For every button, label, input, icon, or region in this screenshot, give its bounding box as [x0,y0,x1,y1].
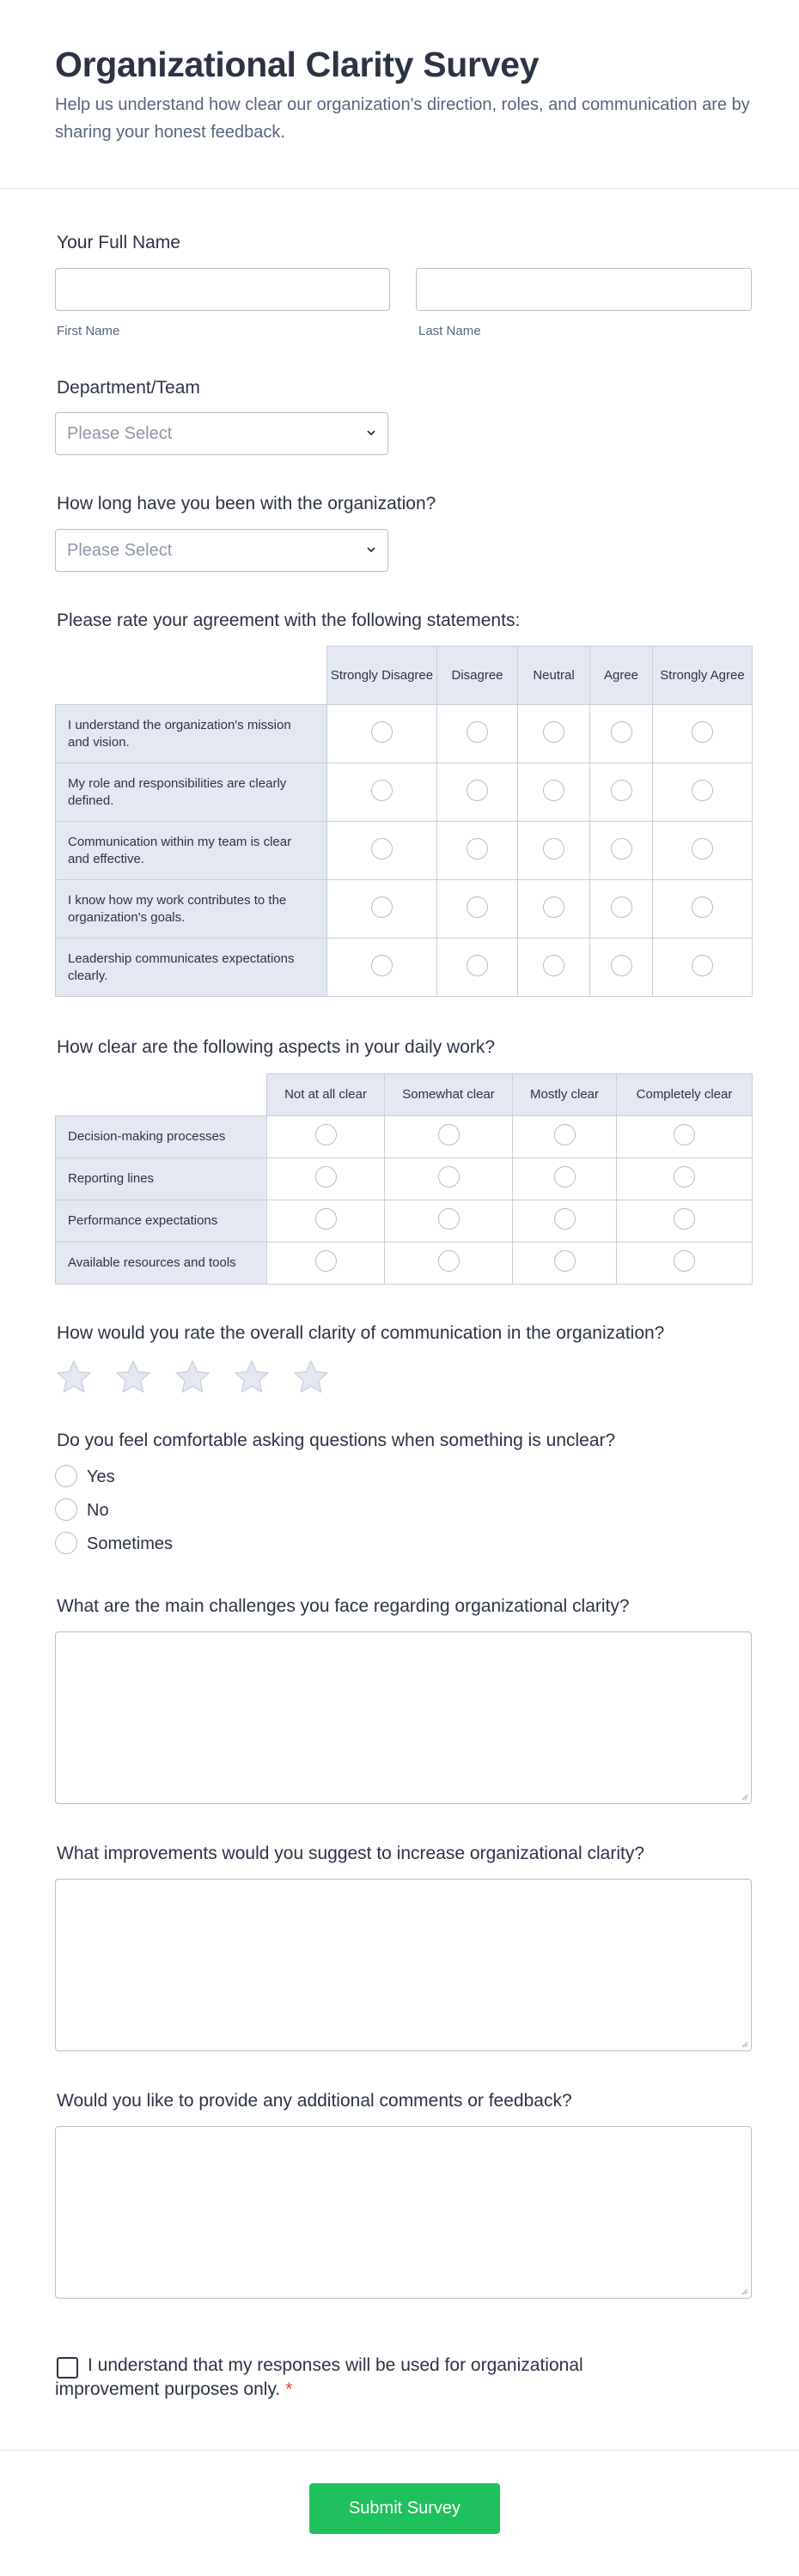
matrix-radio[interactable] [554,1250,576,1272]
agreement-row-label: I know how my work contributes to the organization's goals. [56,880,327,939]
clarity-row-label: Reporting lines [56,1158,267,1200]
improvements-label: What improvements would you suggest to increase organizational clarity? [57,1844,645,1863]
clarity-col-header: Not at all clear [267,1074,385,1116]
resize-grip-icon[interactable] [740,2287,748,2295]
department-placeholder: Please Select [67,424,173,443]
matrix-radio[interactable] [543,721,564,743]
matrix-radio[interactable] [611,780,632,801]
matrix-radio[interactable] [611,955,632,976]
last-name-sublabel: Last Name [418,324,481,338]
star-icon[interactable] [55,1358,93,1396]
resize-grip-icon[interactable] [740,2039,748,2048]
improvements-textarea[interactable] [55,1879,752,2051]
consent-text: I understand that my responses will be used for organizational improvement purposes only. [55,2355,583,2399]
matrix-corner [56,1074,267,1116]
required-mark: * [285,2379,293,2399]
agreement-row-label: I understand the organization's mission and vision. [56,705,327,763]
department-select[interactable] [55,412,388,455]
challenges-textarea[interactable] [55,1631,752,1804]
clarity-row-label: Performance expectations [56,1200,267,1242]
radio-label: Yes [87,1467,115,1486]
star-icon[interactable] [114,1358,152,1396]
radio-label: No [87,1501,109,1520]
tenure-select[interactable] [55,529,388,572]
matrix-radio[interactable] [467,896,488,918]
matrix-radio[interactable] [554,1208,576,1230]
footer-divider [0,2450,799,2451]
department-label: Department/Team [57,378,200,398]
matrix-radio[interactable] [315,1124,337,1145]
star-icon[interactable] [233,1358,271,1396]
agreement-col-header: Agree [590,647,653,705]
agreement-row [56,705,753,763]
star-icon[interactable] [174,1358,211,1396]
clarity-row [56,1200,753,1242]
matrix-radio[interactable] [692,721,713,743]
matrix-radio[interactable] [467,721,488,743]
first-name-sublabel: First Name [57,324,120,338]
matrix-radio[interactable] [543,838,564,860]
agreement-col-header: Strongly Disagree [327,647,437,705]
agreement-row-label: My role and responsibilities are clearly defined. [56,763,327,822]
matrix-corner [56,647,327,705]
matrix-radio[interactable] [467,838,488,860]
matrix-radio[interactable] [438,1208,460,1230]
matrix-radio[interactable] [543,780,564,801]
submit-button[interactable]: Submit Survey [309,2483,500,2534]
page-title: Organizational Clarity Survey [55,45,540,84]
star-icon[interactable] [292,1358,330,1396]
radio-label: Sometimes [87,1534,174,1553]
comfort-label: Do you feel comfortable asking questions when something is unclear? [57,1431,616,1450]
matrix-radio[interactable] [543,955,564,976]
matrix-radio[interactable] [674,1208,695,1230]
agreement-matrix [55,646,753,997]
radio-button[interactable] [55,1465,77,1487]
matrix-radio[interactable] [611,896,632,918]
rating-label: How would you rate the overall clarity of communication in the organization? [57,1323,665,1343]
comments-label: Would you like to provide any additional comments or feedback? [57,2091,572,2111]
matrix-radio[interactable] [315,1208,337,1230]
clarity-label: How clear are the following aspects in your daily work? [57,1037,496,1057]
matrix-radio[interactable] [438,1166,460,1188]
consent-checkbox[interactable] [57,2357,78,2379]
matrix-radio[interactable] [467,955,488,976]
agreement-row-label: Communication within my team is clear and effective. [56,822,327,880]
comments-textarea[interactable] [55,2126,752,2299]
consent-label [55,2354,656,2402]
radio-button[interactable] [55,1498,77,1521]
last-name-input[interactable] [416,268,752,311]
full-name-label: Your Full Name [57,233,180,252]
matrix-radio[interactable] [674,1166,695,1188]
matrix-radio[interactable] [554,1124,576,1145]
page-subtitle: Help us understand how clear our organization's direction, roles, and communication are by sharing your honest feedback. [55,95,750,142]
chevron-down-icon [365,427,377,439]
agreement-row-label: Leadership communicates expectations clearly. [56,939,327,997]
matrix-radio[interactable] [371,721,393,743]
agreement-label: Please rate your agreement with the following statements: [57,611,521,630]
matrix-radio[interactable] [315,1166,337,1188]
agreement-col-header: Disagree [437,647,518,705]
matrix-radio[interactable] [371,955,393,976]
resize-grip-icon[interactable] [740,1792,748,1801]
matrix-radio[interactable] [611,838,632,860]
first-name-input[interactable] [55,268,390,311]
matrix-radio[interactable] [371,780,393,801]
matrix-radio[interactable] [438,1124,460,1145]
clarity-col-header: Somewhat clear [385,1074,513,1116]
agreement-row [56,880,753,939]
matrix-radio[interactable] [371,838,393,860]
agreement-row [56,763,753,822]
matrix-radio[interactable] [467,780,488,801]
challenges-label: What are the main challenges you face regarding organizational clarity? [57,1596,630,1616]
clarity-row-label: Available resources and tools [56,1242,267,1285]
matrix-radio[interactable] [692,780,713,801]
clarity-row [56,1116,753,1158]
matrix-radio[interactable] [371,896,393,918]
tenure-label: How long have you been with the organization? [57,494,436,513]
clarity-col-header: Completely clear [617,1074,753,1116]
chevron-down-icon [365,544,377,556]
form-header [0,0,799,189]
matrix-radio[interactable] [554,1166,576,1188]
agreement-col-header: Strongly Agree [653,647,753,705]
radio-button[interactable] [55,1532,77,1554]
matrix-radio[interactable] [692,838,713,860]
matrix-radio[interactable] [674,1124,695,1145]
matrix-radio[interactable] [674,1250,695,1272]
clarity-row-label: Decision-making processes [56,1116,267,1158]
clarity-col-header: Mostly clear [513,1074,617,1116]
matrix-radio[interactable] [692,896,713,918]
agreement-row [56,939,753,997]
agreement-col-header: Neutral [518,647,590,705]
matrix-radio[interactable] [692,955,713,976]
matrix-radio[interactable] [315,1250,337,1272]
agreement-row [56,822,753,880]
tenure-placeholder: Please Select [67,541,173,560]
matrix-radio[interactable] [543,896,564,918]
clarity-row [56,1242,753,1285]
matrix-radio[interactable] [611,721,632,743]
matrix-radio[interactable] [438,1250,460,1272]
clarity-matrix [55,1073,753,1285]
clarity-row [56,1158,753,1200]
